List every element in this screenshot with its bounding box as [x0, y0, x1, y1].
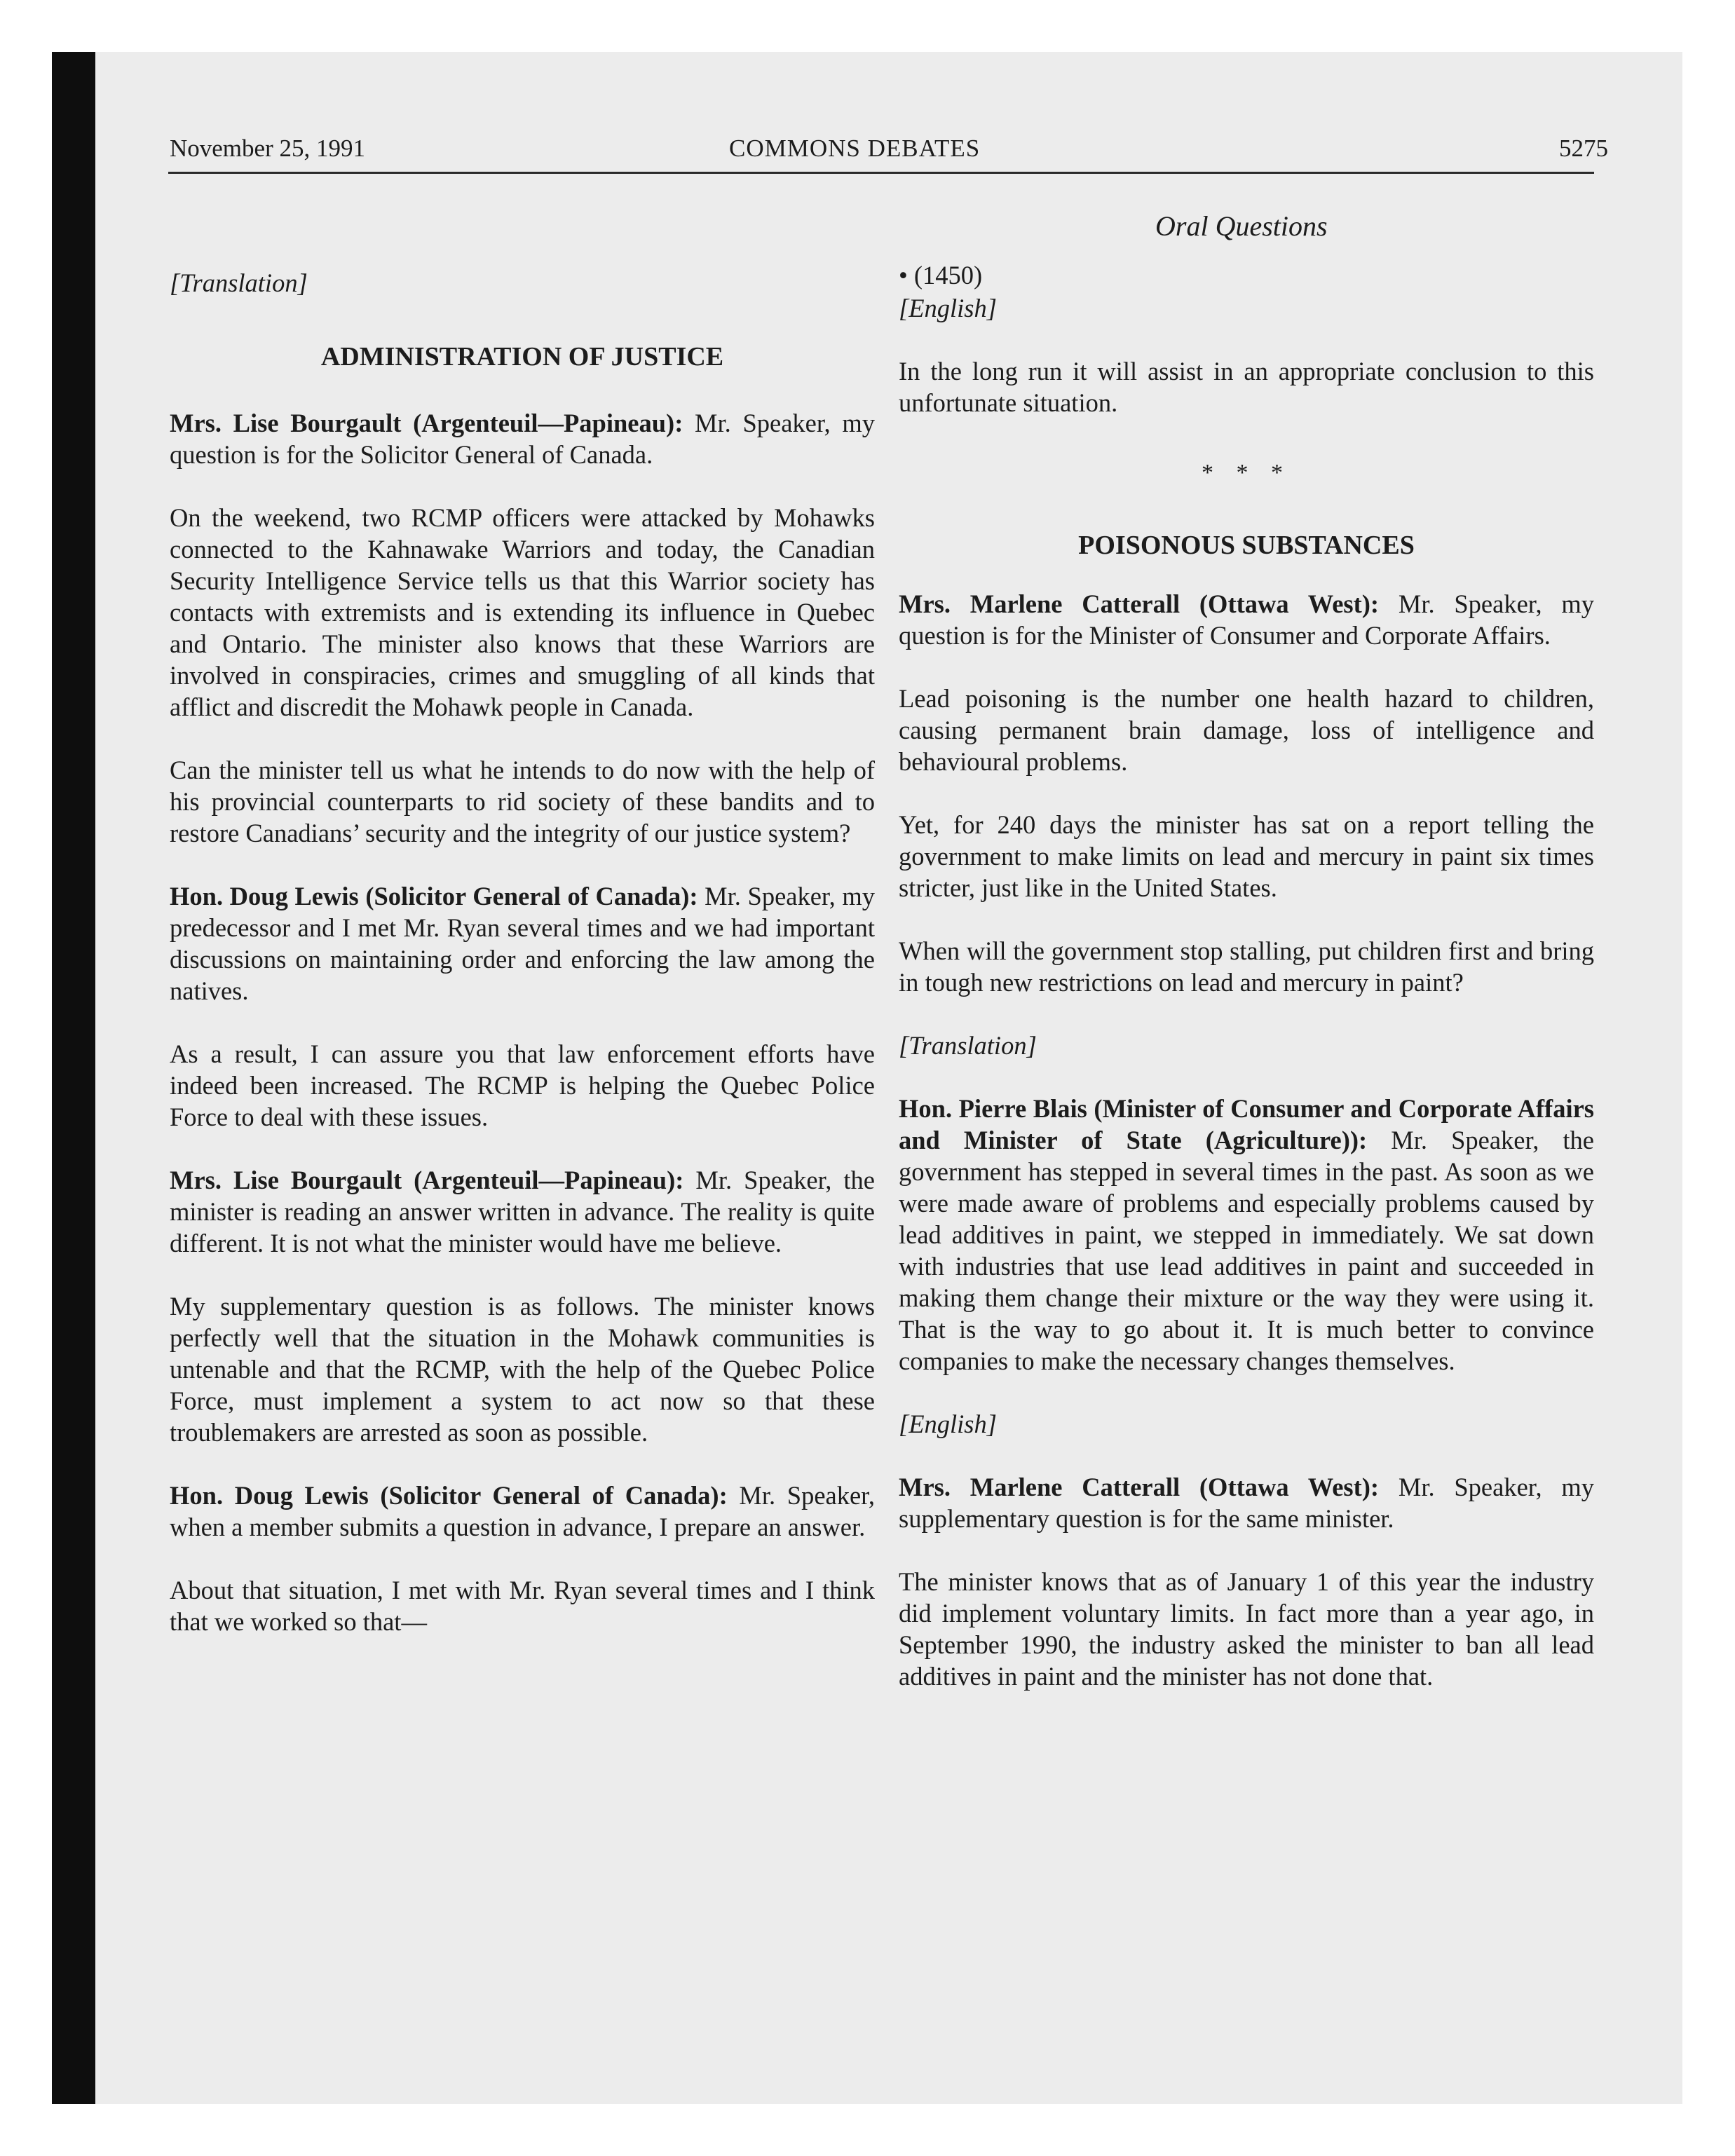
paragraph: About that situation, I met with Mr. Ryan several times and I think that we worked so that—	[170, 1576, 875, 1636]
heading-poisonous-substances: POISONOUS SUBSTANCES	[1078, 531, 1415, 560]
paragraph: Can the minister tell us what he intends to do now with the help of his provincial counterparts to rid society of these bandits and to restore Canadians’ security and the integrity of our justice system?	[170, 756, 875, 847]
header-date: November 25, 1991	[170, 135, 365, 162]
question-bourgault-2	[170, 1164, 875, 1259]
paragraph: Yet, for 240 days the minister has sat on a report telling the government to make limits on lead and mercury in paint six times stricter, just like in the United States.	[899, 810, 1594, 902]
header-rule	[168, 172, 1594, 174]
english-tag: [English]	[899, 1410, 997, 1438]
left-column	[170, 259, 875, 1637]
english-tag: [English]	[899, 294, 997, 322]
speaker-name: Hon. Pierre Blais (Minister of Consumer and Corporate Affairs and Minister of State (Agriculture)):	[899, 1094, 1594, 1154]
paragraph: Lead poisoning is the number one health hazard to children, causing permanent brain damage, loss of intelligence and behavioural problems.	[899, 684, 1594, 776]
paragraph: When will the government stop stalling, put children first and bring in tough new restrictions on lead and mercury in paint?	[899, 936, 1594, 997]
speaker-name: Mrs. Lise Bourgault (Argenteuil—Papineau):	[170, 1166, 684, 1194]
speaker-name: Mrs. Marlene Catterall (Ottawa West):	[899, 1473, 1380, 1501]
speech-text: Mr. Speaker, my predecessor and I met Mr. Ryan several times and we had important discussions on maintaining order and enforcing the law among the natives.	[170, 882, 875, 1005]
speech-text: Mr. Speaker, my supplementary question is for the same minister.	[899, 1473, 1594, 1533]
question-bourgault-1	[170, 407, 875, 470]
speaker-name: Mrs. Lise Bourgault (Argenteuil—Papineau):	[170, 409, 683, 437]
answer-blais	[899, 1093, 1594, 1377]
question-catterall-1	[899, 588, 1594, 651]
right-column	[899, 259, 1594, 1692]
heading-administration-of-justice: ADMINISTRATION OF JUSTICE	[320, 342, 724, 371]
speech-text: Mr. Speaker, the government has stepped in several times in the past. As soon as we were made aware of problems and especially problems caused by lead additives in paint, we stepped in immediately. We sat down with industries that use lead additives in paint and succeeded in making them change their mixture or the way they were using it. That is the way to go about it. It is much better to convince companies to make the necessary changes themselves.	[899, 1126, 1594, 1375]
header-title: COMMONS DEBATES	[729, 135, 981, 162]
question-catterall-2	[899, 1471, 1594, 1534]
paragraph: On the weekend, two RCMP officers were attacked by Mohawks connected to the Kahnawake Warriors and today, the Canadian Security Intelligence Service tells us that this Warrior society has contacts with extremists and is extending its influence in Quebec and Ontario. The minister also knows that these Warriors are involved in conspiracies, crimes and smuggling of all kinds that afflict and discredit the Mohawk people in Canada.	[170, 503, 875, 721]
answer-lewis-2	[170, 1480, 875, 1543]
speaker-name: Hon. Doug Lewis (Solicitor General of Canada):	[170, 882, 698, 910]
paragraph: My supplementary question is as follows. The minister knows perfectly well that the situation in the Mohawk communities is untenable and that the RCMP, with the help of the Quebec Police Force, must implement a system to act now so that these troublemakers are arrested as soon as possible.	[170, 1292, 875, 1447]
speech-text: Mr. Speaker, the minister is reading an answer written in advance. The reality is quite different. It is not what the minister would have me believe.	[170, 1166, 875, 1257]
speaker-name: Mrs. Marlene Catterall (Ottawa West):	[899, 589, 1380, 618]
paragraph: In the long run it will assist in an appropriate conclusion to this unfortunate situation.	[899, 357, 1594, 417]
translation-tag: [Translation]	[170, 268, 308, 297]
speech-text: Mr. Speaker, my question is for the Solicitor General of Canada.	[170, 409, 875, 469]
translation-tag: [Translation]	[899, 1031, 1037, 1060]
speech-text: Mr. Speaker, when a member submits a question in advance, I prepare an answer.	[170, 1481, 875, 1541]
paragraph: The minister knows that as of January 1 of this year the industry did implement voluntary limits. In fact more than a year ago, in September 1990, the industry asked the minister to ban all lead additives in paint and the minister has not done that.	[899, 1567, 1594, 1691]
scan-edge-shadow	[52, 52, 95, 2104]
time-marker: • (1450)	[899, 261, 983, 289]
header-page-number: 5275	[1559, 135, 1608, 162]
speaker-name: Hon. Doug Lewis (Solicitor General of Canada):	[170, 1481, 728, 1510]
paragraph: As a result, I can assure you that law enforcement efforts have indeed been increased. The RCMP is helping the Quebec Police Force to deal with these issues.	[170, 1039, 875, 1131]
section-separator-stars: * * *	[1202, 460, 1291, 486]
section-header: Oral Questions	[1155, 210, 1328, 242]
answer-lewis-1	[170, 880, 875, 1007]
speech-text: Mr. Speaker, my question is for the Minister of Consumer and Corporate Affairs.	[899, 589, 1594, 650]
